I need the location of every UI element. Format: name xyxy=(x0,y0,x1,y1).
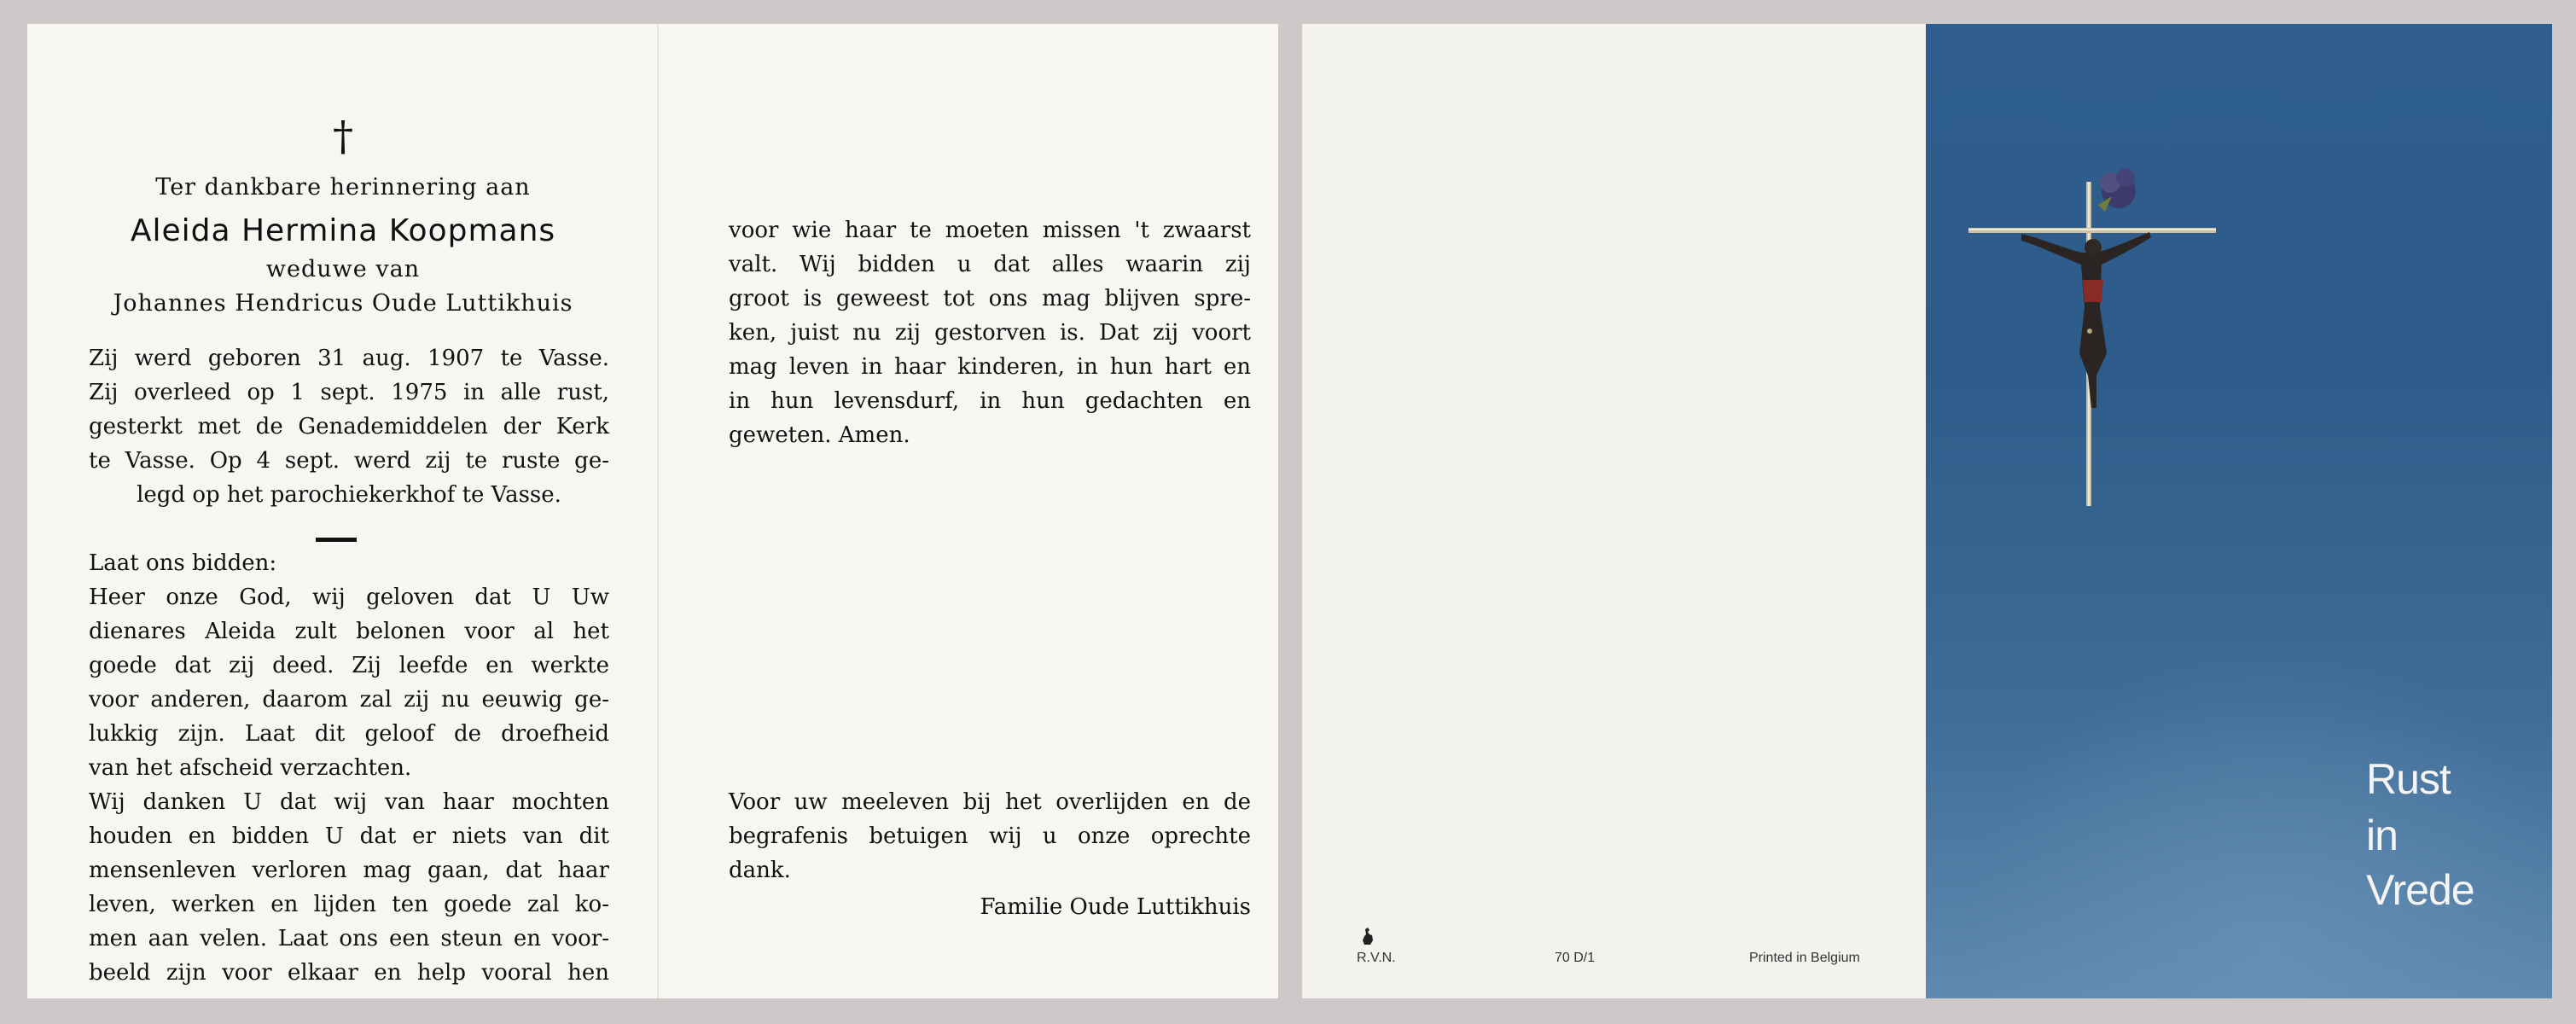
prayer-line: van het afscheid verzachten. xyxy=(89,755,412,781)
thanks-line: Voor uw meeleven bij het overlijden en de xyxy=(729,789,1251,815)
family-signature: Familie Oude Luttikhuis xyxy=(980,894,1251,920)
prayer-line: men aan velen. Laat ons een steun en voor- xyxy=(89,926,609,951)
prayer-continued-paragraph xyxy=(729,213,1251,452)
memorial-card-outside xyxy=(1302,24,2552,998)
motto-word: in xyxy=(2366,812,2398,859)
prayer-line: in hun levensdurf, in hun gedachten en xyxy=(729,388,1251,414)
cross-icon: † xyxy=(333,113,353,160)
card-fold xyxy=(657,24,659,998)
intro-text: Ter dankbare herinnering aan xyxy=(155,174,531,201)
prayer-line: dienares Aleida zult belonen voor al het xyxy=(89,619,609,644)
divider-rule xyxy=(316,538,357,542)
prayer-line: geweten. Amen. xyxy=(729,422,910,448)
biography-paragraph xyxy=(89,341,609,512)
deceased-name: Aleida Hermina Koopmans xyxy=(130,213,556,248)
prayer-line: houden en bidden U dat er niets van dit xyxy=(89,823,609,849)
cover-photo xyxy=(1926,24,2552,998)
motto-word: Vrede xyxy=(2366,866,2474,914)
prayer-line: beeld zijn voor elkaar en help vooral hen xyxy=(89,960,609,986)
bio-line: Zij werd geboren 31 aug. 1907 te Vasse. xyxy=(89,346,609,371)
thanks-line: dank. xyxy=(729,858,791,883)
publisher-mark: R.V.N. xyxy=(1357,951,1396,965)
bio-line: gesterkt met de Genademiddelen der Kerk xyxy=(89,414,609,439)
prayer-line: valt. Wij bidden u dat alles waarin zij xyxy=(729,252,1251,277)
card-code: 70 D/1 xyxy=(1555,951,1596,965)
prayer-line: mensenleven verloren mag gaan, dat haar xyxy=(89,858,609,883)
thanks-line: begrafenis betuigen wij u onze oprechte xyxy=(729,823,1251,849)
motto-word: Rust xyxy=(2366,755,2451,803)
prayer-line: Wij danken U dat wij van haar mochten xyxy=(89,789,609,815)
publisher-logo-icon xyxy=(1360,927,1375,945)
prayer-line: voor anderen, daarom zal zij nu eeuwig ge- xyxy=(89,687,609,713)
prayer-heading: Laat ons bidden: xyxy=(89,550,277,576)
husband-name: Johannes Hendricus Oude Luttikhuis xyxy=(113,290,573,317)
prayer-line: voor wie haar te moeten missen 't zwaarst xyxy=(729,218,1251,243)
prayer-paragraph xyxy=(89,546,609,990)
bio-line: Zij overleed op 1 sept. 1975 in alle rust, xyxy=(89,380,609,405)
prayer-line: leven, werken en lijden ten goede zal ko- xyxy=(89,892,609,917)
prayer-line: ken, juist nu zij gestorven is. Dat zij voort xyxy=(729,320,1251,346)
printed-in: Printed in Belgium xyxy=(1749,951,1860,965)
prayer-line: lukkig zijn. Laat dit geloof de droefheid xyxy=(89,721,609,747)
thanks-paragraph xyxy=(729,785,1251,887)
crucifix-icon xyxy=(1968,152,2224,527)
prayer-line: mag leven in haar kinderen, in hun hart en xyxy=(729,354,1251,380)
prayer-line: groot is geweest tot ons mag blijven spre- xyxy=(729,286,1251,311)
memorial-card-inside xyxy=(27,24,1278,998)
bio-line: legd op het parochiekerkhof te Vasse. xyxy=(137,482,561,508)
prayer-line: goede dat zij deed. Zij leefde en werkte xyxy=(89,653,609,678)
widow-of-text: weduwe van xyxy=(265,256,421,282)
prayer-line: Heer onze God, wij geloven dat U Uw xyxy=(89,585,609,610)
bio-line: te Vasse. Op 4 sept. werd zij te ruste ge- xyxy=(89,448,609,474)
